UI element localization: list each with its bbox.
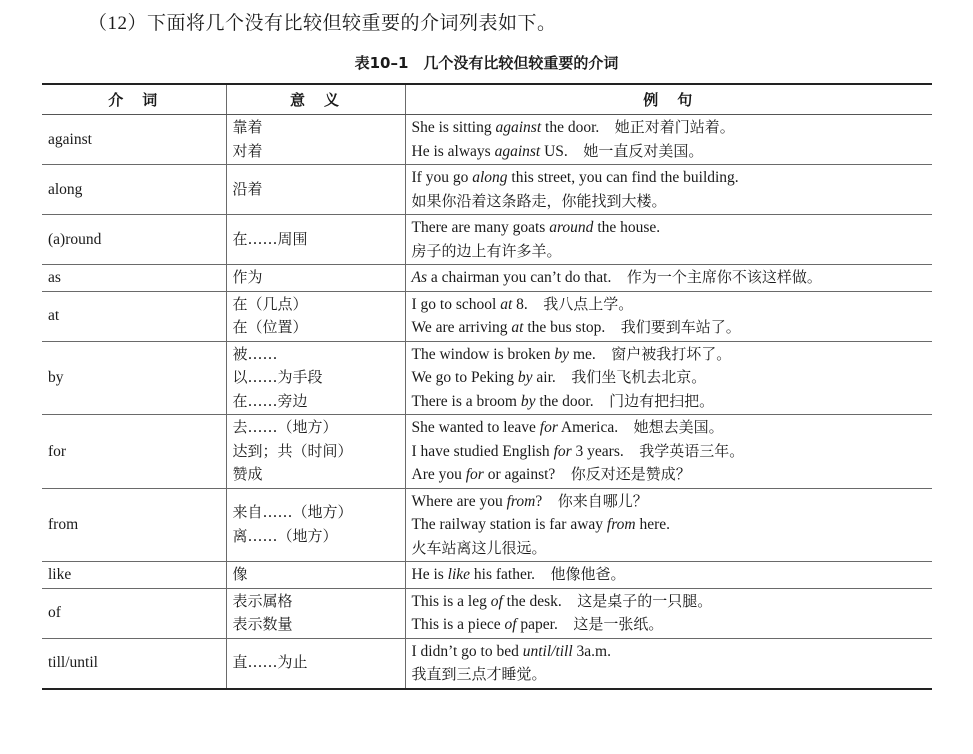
example-translation: 作为一个主席你不该这样做。 [626,268,822,286]
example-text: or against? [483,466,571,483]
example-text: 8. [512,295,544,313]
example-sentence [412,293,929,317]
meaning-line: 离……（地方） [232,526,338,545]
preposition-cell: (a)round [42,215,226,265]
meaning-line: 表示数量 [232,615,293,633]
example-preposition: for [465,466,484,483]
header-preposition: 介 词 [42,84,226,115]
example-sentence [412,116,929,140]
example-cell [405,165,932,215]
preposition-cell: till/until [42,638,226,689]
example-sentence [412,216,929,240]
meaning-cell [226,165,405,215]
example-cell [405,115,932,165]
preposition-cell: from [42,488,226,562]
example-sentence [412,663,929,687]
example-preposition: As [411,269,427,286]
example-text: 3a.m. [572,642,611,660]
example-text: I didn’t go to bed [411,642,523,660]
example-sentence [412,440,929,464]
example-text: Where are you [411,492,507,510]
example-preposition: from [506,492,536,510]
preposition-cell: against [42,115,226,165]
preposition-cell: by [42,341,226,415]
example-sentence [412,416,929,440]
example-translation: 她一直反对美国。 [583,141,704,160]
example-text: She is sitting [411,119,496,136]
meaning-line: 沿着 [232,179,263,198]
example-sentence [412,537,929,561]
example-sentence [412,140,929,164]
preposition-cell: at [42,291,226,341]
example-sentence [412,343,929,367]
meaning-cell [226,588,405,638]
example-text: America. [557,419,634,436]
header-example: 例 句 [405,84,932,115]
example-text: this street, you can find the building. [507,169,739,186]
example-preposition: around [549,219,594,236]
meaning-cell [226,215,405,265]
example-text: The railway station is far away [411,516,607,533]
example-preposition: at [500,295,513,313]
example-sentence [412,366,929,390]
preposition-table [42,83,932,690]
example-text: This is a leg [411,592,491,610]
example-text: 3 years. [571,442,640,460]
meaning-line: 来自……（地方） [232,503,353,522]
meaning-line: 靠着 [232,118,263,136]
example-preposition: of [490,592,503,610]
meaning-cell [226,291,405,341]
table-row [42,115,932,165]
meaning-line: 在……旁边 [232,391,308,410]
example-translation: 我们要到车站了。 [620,318,741,336]
table-row [42,488,932,562]
example-translation: 我八点上学。 [543,294,634,313]
example-sentence [412,316,929,340]
preposition-cell: of [42,588,226,638]
preposition-cell: like [42,562,226,589]
meaning-cell [226,488,405,562]
example-translation: 如果你沿着这条路走，你能找到大楼。 [411,191,667,210]
example-preposition: like [447,566,471,583]
example-sentence [412,463,929,487]
example-cell [405,562,932,589]
preposition-cell: for [42,415,226,489]
example-sentence [412,613,929,637]
example-text: Are you [411,466,466,483]
example-translation: 我学英语三年。 [639,441,745,460]
example-text: US. [540,142,584,160]
example-cell [405,638,932,689]
example-text: here. [635,516,671,533]
example-translation: 我直到三点才睡觉。 [411,665,547,683]
example-text: I go to school [411,295,501,313]
example-sentence [412,390,929,414]
meaning-line: 对着 [232,141,263,160]
example-sentence [412,490,929,514]
example-translation: 她想去美国。 [633,418,724,436]
meaning-line: 去……（地方） [232,418,338,436]
table-body [42,115,932,689]
preposition-table-wrapper [42,83,932,690]
example-translation: 你来自哪儿？ [557,491,648,510]
example-translation: 他像他爸。 [550,565,626,583]
table-caption: 表10–1 几个没有比较但较重要的介词 [354,54,619,72]
example-text: paper. [516,616,574,633]
example-cell [405,415,932,489]
example-preposition: along [472,169,508,186]
meaning-cell [226,562,405,589]
example-cell [405,265,932,292]
example-text: He is [411,566,448,583]
example-sentence [412,590,929,614]
example-preposition: of [504,616,517,633]
example-text: a chairman you can’t do that. [427,269,627,286]
preposition-cell: as [42,265,226,292]
intro-text: （12）下面将几个没有比较但较重要的介词列表如下。 [88,13,557,34]
example-cell [405,215,932,265]
example-cell [405,488,932,562]
example-translation: 她正对着门站着。 [614,118,735,136]
example-cell [405,588,932,638]
example-sentence [412,640,929,664]
example-text: me. [569,345,612,363]
example-text: his father. [470,566,551,583]
example-text: We go to Peking [411,369,518,386]
example-translation: 你反对还是赞成？ [570,465,691,483]
meaning-line: 像 [232,565,248,583]
example-sentence [412,513,929,537]
table-row [42,562,932,589]
example-preposition: at [511,319,524,336]
example-text: air. [532,369,572,386]
example-text: the door. [541,119,615,136]
example-text: He is always [411,142,495,160]
example-preposition: from [606,516,636,533]
example-preposition: for [553,442,572,460]
example-preposition: against [495,119,542,136]
example-preposition: by [554,345,570,363]
example-translation: 房子的边上有许多羊。 [411,241,562,260]
meaning-line: 在（几点） [232,294,308,313]
meaning-line: 被…… [232,344,278,363]
example-sentence [412,266,929,290]
table-row [42,291,932,341]
meaning-line: 在（位置） [232,318,308,336]
example-text: the house. [593,219,661,236]
meaning-line: 表示属格 [232,591,293,610]
example-text: ? [535,492,558,510]
example-text: We are arriving [411,319,512,336]
example-translation: 这是桌子的一只腿。 [577,591,713,610]
example-text: the desk. [502,592,578,610]
example-text: She wanted to leave [411,419,540,436]
example-preposition: by [520,392,536,410]
meaning-line: 赞成 [232,465,263,483]
table-row [42,265,932,292]
example-text: the door. [535,392,610,410]
header-meaning: 意 义 [226,84,405,115]
example-cell [405,341,932,415]
example-text: There are many goats [411,219,550,236]
meaning-cell [226,115,405,165]
example-sentence [412,563,929,587]
meaning-line: 作为 [232,268,263,286]
example-sentence [412,166,929,190]
example-preposition: by [517,369,533,386]
table-row [42,588,932,638]
example-text: I have studied English [411,442,554,460]
meaning-cell [226,341,405,415]
meaning-cell [226,265,405,292]
example-sentence [412,190,929,214]
example-sentence [412,240,929,264]
example-translation: 这是一张纸。 [573,615,664,633]
meaning-cell [226,415,405,489]
example-text: The window is broken [411,345,555,363]
table-row [42,165,932,215]
example-translation: 窗户被我打坏了。 [611,344,732,363]
meaning-line: 以……为手段 [232,368,323,386]
example-text: the bus stop. [523,319,621,336]
table-header-row [42,84,932,115]
example-text: There is a broom [411,392,521,410]
example-translation: 门边有把扫把。 [609,391,715,410]
meaning-cell [226,638,405,689]
meaning-line: 在……周围 [232,229,308,248]
table-row [42,215,932,265]
table-row [42,415,932,489]
example-text: This is a piece [411,616,505,633]
example-cell [405,291,932,341]
preposition-cell: along [42,165,226,215]
example-translation: 火车站离这儿很远。 [411,538,547,557]
table-row [42,341,932,415]
example-preposition: against [494,142,541,160]
table-row [42,638,932,689]
example-preposition: for [539,419,558,436]
meaning-line: 直……为止 [232,653,308,672]
example-preposition: until/till [522,642,573,660]
meaning-line: 达到；共（时间） [232,441,353,460]
example-text: If you go [411,169,473,186]
example-translation: 我们坐飞机去北京。 [571,368,707,386]
